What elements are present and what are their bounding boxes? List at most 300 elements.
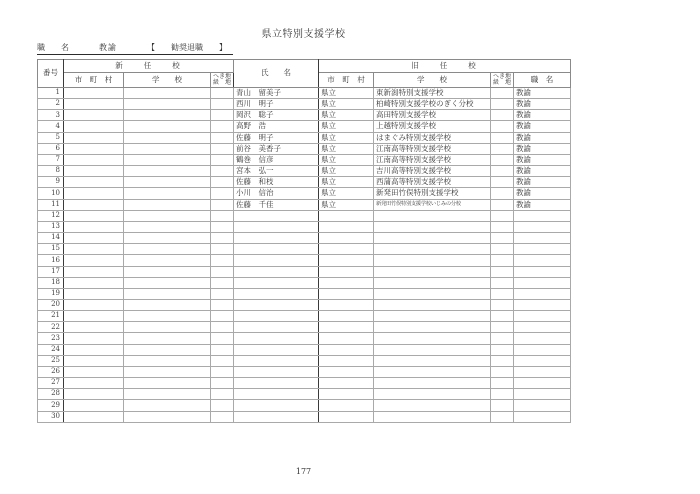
cell-old-job-title: 教諭 — [514, 166, 571, 177]
cell-person-name — [234, 333, 319, 344]
cell-new-school — [124, 143, 211, 154]
cell-old-remote-grade — [491, 333, 514, 344]
remote-grade-line1: へき地 — [493, 72, 512, 80]
cell-old-remote-grade — [491, 99, 514, 110]
cell-old-remote-grade — [491, 244, 514, 255]
cell-old-job-title: 教諭 — [514, 121, 571, 132]
cell-row-number: 16 — [38, 255, 64, 266]
cell-new-city — [64, 132, 124, 143]
cell-old-city — [319, 378, 374, 389]
cell-old-job-title: 教諭 — [514, 199, 571, 210]
table-row — [38, 255, 571, 266]
cell-old-school — [374, 322, 491, 333]
cell-old-remote-grade — [491, 177, 514, 188]
cell-row-number: 24 — [38, 344, 64, 355]
cell-row-number: 19 — [38, 288, 64, 299]
cell-new-remote-grade — [211, 277, 234, 288]
cell-new-school — [124, 311, 211, 322]
cell-old-job-title: 教諭 — [514, 88, 571, 99]
cell-new-city — [64, 88, 124, 99]
cell-old-school — [374, 400, 491, 411]
cell-new-school — [124, 188, 211, 199]
col-header-new-remote-grade — [211, 73, 234, 88]
remote-grade-line2: 級 地 — [213, 79, 232, 86]
cell-old-remote-grade — [491, 277, 514, 288]
cell-row-number: 4 — [38, 121, 64, 132]
cell-old-job-title: 教諭 — [514, 132, 571, 143]
cell-old-city: 県立 — [319, 121, 374, 132]
cell-new-remote-grade — [211, 322, 234, 333]
cell-old-school — [374, 244, 491, 255]
cell-new-school — [124, 166, 211, 177]
table-header — [38, 60, 571, 88]
cell-person-name — [234, 366, 319, 377]
col-header-old-school-group: 旧 任 校 — [319, 60, 571, 73]
cell-old-remote-grade — [491, 266, 514, 277]
cell-new-school — [124, 333, 211, 344]
cell-old-job-title — [514, 244, 571, 255]
cell-old-remote-grade — [491, 288, 514, 299]
cell-old-school: はまぐみ特別支援学校 — [374, 132, 491, 143]
cell-old-remote-grade — [491, 221, 514, 232]
cell-new-school — [124, 88, 211, 99]
remote-grade-line2: 級 地 — [493, 79, 512, 86]
cell-old-school — [374, 411, 491, 422]
cell-new-city — [64, 188, 124, 199]
cell-old-school: 江南高等特別支援学校 — [374, 154, 491, 165]
cell-new-city — [64, 177, 124, 188]
remote-grade-line1: へき地 — [213, 72, 232, 80]
cell-old-job-title — [514, 277, 571, 288]
cell-new-remote-grade — [211, 344, 234, 355]
cell-new-remote-grade — [211, 154, 234, 165]
cell-old-job-title — [514, 233, 571, 244]
cell-new-city — [64, 355, 124, 366]
cell-old-city — [319, 411, 374, 422]
col-header-old-city: 市 町 村 — [319, 73, 374, 88]
cell-new-city — [64, 400, 124, 411]
cell-old-remote-grade — [491, 199, 514, 210]
cell-new-city — [64, 110, 124, 121]
cell-old-job-title — [514, 355, 571, 366]
cell-new-remote-grade — [211, 378, 234, 389]
cell-old-remote-grade — [491, 322, 514, 333]
cell-old-city — [319, 333, 374, 344]
cell-new-city — [64, 221, 124, 232]
cell-old-school: 上越特別支援学校 — [374, 121, 491, 132]
cell-old-job-title — [514, 255, 571, 266]
cell-new-city — [64, 322, 124, 333]
cell-old-city: 県立 — [319, 143, 374, 154]
cell-new-remote-grade — [211, 266, 234, 277]
cell-new-remote-grade — [211, 210, 234, 221]
cell-row-number: 11 — [38, 199, 64, 210]
job-title-value: 教諭 — [99, 43, 117, 52]
cell-old-remote-grade — [491, 121, 514, 132]
table-row — [38, 344, 571, 355]
personnel-table — [37, 59, 571, 423]
table-row — [38, 154, 571, 165]
cell-person-name — [234, 411, 319, 422]
cell-old-job-title — [514, 288, 571, 299]
cell-new-remote-grade — [211, 121, 234, 132]
cell-new-remote-grade — [211, 199, 234, 210]
cell-row-number: 1 — [38, 88, 64, 99]
cell-new-remote-grade — [211, 311, 234, 322]
cell-old-job-title: 教諭 — [514, 154, 571, 165]
col-header-new-school-group: 新 任 校 — [64, 60, 234, 73]
cell-old-city — [319, 288, 374, 299]
cell-old-school — [374, 288, 491, 299]
cell-old-remote-grade — [491, 344, 514, 355]
cell-person-name — [234, 255, 319, 266]
cell-new-school — [124, 99, 211, 110]
cell-old-remote-grade — [491, 110, 514, 121]
cell-old-city — [319, 311, 374, 322]
cell-person-name — [234, 344, 319, 355]
cell-new-remote-grade — [211, 389, 234, 400]
cell-old-city: 県立 — [319, 132, 374, 143]
cell-old-remote-grade — [491, 389, 514, 400]
cell-new-city — [64, 154, 124, 165]
cell-new-city — [64, 288, 124, 299]
table-row — [38, 121, 571, 132]
cell-old-job-title — [514, 322, 571, 333]
cell-row-number: 18 — [38, 277, 64, 288]
cell-old-city: 県立 — [319, 110, 374, 121]
col-header-old-remote-grade — [491, 73, 514, 88]
table-row — [38, 277, 571, 288]
cell-new-school — [124, 400, 211, 411]
cell-row-number: 14 — [38, 233, 64, 244]
cell-new-school — [124, 355, 211, 366]
job-title-line — [37, 43, 233, 55]
col-header-number: 番号 — [38, 60, 64, 88]
cell-row-number: 17 — [38, 266, 64, 277]
cell-old-school: 吉川高等特別支援学校 — [374, 166, 491, 177]
cell-old-job-title — [514, 366, 571, 377]
cell-old-school — [374, 389, 491, 400]
cell-person-name — [234, 244, 319, 255]
cell-old-school — [374, 233, 491, 244]
table-row — [38, 188, 571, 199]
cell-new-city — [64, 99, 124, 110]
cell-row-number: 10 — [38, 188, 64, 199]
table-row — [38, 411, 571, 422]
cell-row-number: 23 — [38, 333, 64, 344]
cell-person-name — [234, 233, 319, 244]
col-header-name: 氏 名 — [234, 60, 319, 88]
cell-new-school — [124, 344, 211, 355]
cell-new-remote-grade — [211, 221, 234, 232]
cell-old-job-title: 教諭 — [514, 99, 571, 110]
cell-new-school — [124, 389, 211, 400]
cell-old-remote-grade — [491, 311, 514, 322]
cell-row-number: 6 — [38, 143, 64, 154]
cell-old-city — [319, 344, 374, 355]
table-row — [38, 288, 571, 299]
table-row — [38, 132, 571, 143]
cell-new-remote-grade — [211, 188, 234, 199]
cell-old-city — [319, 244, 374, 255]
cell-person-name: 宮本 弘一 — [234, 166, 319, 177]
cell-old-remote-grade — [491, 233, 514, 244]
cell-old-city — [319, 210, 374, 221]
cell-old-school: 新発田竹俣特別支援学校 — [374, 188, 491, 199]
table-row — [38, 355, 571, 366]
cell-new-remote-grade — [211, 244, 234, 255]
table-row — [38, 311, 571, 322]
cell-old-school: 新発田竹俣特別支援学校いじみの分校 — [374, 199, 491, 210]
cell-new-city — [64, 311, 124, 322]
table-row — [38, 233, 571, 244]
cell-row-number: 27 — [38, 378, 64, 389]
cell-old-city: 県立 — [319, 166, 374, 177]
cell-new-city — [64, 166, 124, 177]
cell-new-remote-grade — [211, 88, 234, 99]
cell-old-school — [374, 210, 491, 221]
cell-row-number: 9 — [38, 177, 64, 188]
cell-old-job-title — [514, 221, 571, 232]
cell-old-city: 県立 — [319, 88, 374, 99]
cell-old-job-title: 教諭 — [514, 188, 571, 199]
cell-new-school — [124, 199, 211, 210]
cell-person-name: 小川 信治 — [234, 188, 319, 199]
cell-person-name — [234, 355, 319, 366]
table-row — [38, 99, 571, 110]
cell-person-name — [234, 311, 319, 322]
cell-person-name: 佐藤 明子 — [234, 132, 319, 143]
cell-old-school — [374, 221, 491, 232]
cell-old-job-title — [514, 299, 571, 310]
cell-person-name — [234, 378, 319, 389]
cell-old-job-title — [514, 389, 571, 400]
cell-old-school — [374, 277, 491, 288]
cell-old-city: 県立 — [319, 177, 374, 188]
cell-old-city — [319, 266, 374, 277]
cell-old-job-title — [514, 378, 571, 389]
cell-old-remote-grade — [491, 88, 514, 99]
page-title: 県立特別支援学校 — [261, 29, 346, 40]
cell-new-school — [124, 378, 211, 389]
cell-old-city — [319, 221, 374, 232]
cell-new-city — [64, 210, 124, 221]
cell-old-school — [374, 344, 491, 355]
cell-new-school — [124, 244, 211, 255]
cell-new-remote-grade — [211, 411, 234, 422]
cell-old-city: 県立 — [319, 99, 374, 110]
cell-old-school: 東新潟特別支援学校 — [374, 88, 491, 99]
cell-old-city — [319, 322, 374, 333]
cell-row-number: 3 — [38, 110, 64, 121]
cell-new-city — [64, 277, 124, 288]
cell-old-city — [319, 277, 374, 288]
cell-new-remote-grade — [211, 255, 234, 266]
cell-new-city — [64, 266, 124, 277]
table-row — [38, 244, 571, 255]
table-body — [38, 88, 571, 423]
cell-new-city — [64, 143, 124, 154]
retirement-type-bracket: 【 勧奨退職 】 — [147, 43, 227, 52]
cell-old-school — [374, 378, 491, 389]
cell-old-job-title — [514, 210, 571, 221]
cell-row-number: 8 — [38, 166, 64, 177]
cell-row-number: 28 — [38, 389, 64, 400]
cell-new-school — [124, 277, 211, 288]
cell-new-remote-grade — [211, 400, 234, 411]
cell-old-city: 県立 — [319, 154, 374, 165]
cell-old-job-title: 教諭 — [514, 110, 571, 121]
cell-old-city — [319, 299, 374, 310]
table-row — [38, 299, 571, 310]
cell-new-school — [124, 322, 211, 333]
cell-old-city — [319, 233, 374, 244]
cell-old-school — [374, 255, 491, 266]
cell-new-city — [64, 333, 124, 344]
table-row — [38, 177, 571, 188]
cell-person-name: 青山 留美子 — [234, 88, 319, 99]
cell-old-job-title — [514, 400, 571, 411]
cell-row-number: 30 — [38, 411, 64, 422]
cell-old-job-title: 教諭 — [514, 143, 571, 154]
cell-person-name — [234, 210, 319, 221]
cell-person-name: 高野 浩 — [234, 121, 319, 132]
col-header-old-school: 学 校 — [374, 73, 491, 88]
cell-old-remote-grade — [491, 132, 514, 143]
cell-old-remote-grade — [491, 255, 514, 266]
cell-old-remote-grade — [491, 299, 514, 310]
cell-new-school — [124, 411, 211, 422]
table-row — [38, 366, 571, 377]
cell-new-city — [64, 233, 124, 244]
cell-new-remote-grade — [211, 233, 234, 244]
cell-new-remote-grade — [211, 143, 234, 154]
cell-row-number: 20 — [38, 299, 64, 310]
cell-old-job-title — [514, 344, 571, 355]
cell-person-name — [234, 277, 319, 288]
col-header-old-job: 職 名 — [514, 73, 571, 88]
col-header-new-school: 学 校 — [124, 73, 211, 88]
cell-row-number: 22 — [38, 322, 64, 333]
table-row — [38, 199, 571, 210]
cell-new-school — [124, 154, 211, 165]
cell-person-name — [234, 221, 319, 232]
cell-new-remote-grade — [211, 288, 234, 299]
cell-old-school — [374, 311, 491, 322]
cell-new-school — [124, 255, 211, 266]
cell-old-job-title — [514, 311, 571, 322]
cell-new-city — [64, 244, 124, 255]
cell-new-remote-grade — [211, 132, 234, 143]
cell-person-name — [234, 299, 319, 310]
cell-old-city — [319, 355, 374, 366]
cell-row-number: 7 — [38, 154, 64, 165]
cell-new-school — [124, 221, 211, 232]
cell-old-remote-grade — [491, 400, 514, 411]
cell-new-school — [124, 366, 211, 377]
table-row — [38, 166, 571, 177]
cell-old-city — [319, 255, 374, 266]
cell-new-remote-grade — [211, 355, 234, 366]
cell-old-job-title — [514, 266, 571, 277]
table-row — [38, 333, 571, 344]
cell-person-name: 西川 明子 — [234, 99, 319, 110]
cell-row-number: 12 — [38, 210, 64, 221]
cell-old-school — [374, 333, 491, 344]
cell-person-name — [234, 400, 319, 411]
table-row — [38, 400, 571, 411]
table-row — [38, 143, 571, 154]
cell-new-city — [64, 344, 124, 355]
cell-new-remote-grade — [211, 333, 234, 344]
cell-new-remote-grade — [211, 110, 234, 121]
cell-row-number: 13 — [38, 221, 64, 232]
cell-old-remote-grade — [491, 166, 514, 177]
cell-new-school — [124, 299, 211, 310]
cell-person-name: 前谷 美香子 — [234, 143, 319, 154]
cell-old-city: 県立 — [319, 188, 374, 199]
cell-row-number: 26 — [38, 366, 64, 377]
table-row — [38, 88, 571, 99]
cell-new-remote-grade — [211, 166, 234, 177]
cell-new-school — [124, 177, 211, 188]
cell-old-school — [374, 355, 491, 366]
table-row — [38, 266, 571, 277]
cell-old-remote-grade — [491, 366, 514, 377]
cell-old-remote-grade — [491, 411, 514, 422]
cell-new-school — [124, 110, 211, 121]
cell-person-name: 佐藤 千佳 — [234, 199, 319, 210]
cell-old-remote-grade — [491, 154, 514, 165]
cell-row-number: 25 — [38, 355, 64, 366]
cell-new-city — [64, 411, 124, 422]
cell-new-remote-grade — [211, 299, 234, 310]
cell-new-city — [64, 389, 124, 400]
cell-new-school — [124, 266, 211, 277]
cell-new-city — [64, 121, 124, 132]
table-row — [38, 322, 571, 333]
cell-new-school — [124, 210, 211, 221]
cell-new-school — [124, 233, 211, 244]
cell-old-job-title: 教諭 — [514, 177, 571, 188]
cell-old-city — [319, 366, 374, 377]
cell-old-remote-grade — [491, 143, 514, 154]
cell-new-city — [64, 378, 124, 389]
cell-new-city — [64, 199, 124, 210]
cell-old-city: 県立 — [319, 199, 374, 210]
job-title-label: 職 名 — [37, 43, 73, 52]
cell-old-remote-grade — [491, 355, 514, 366]
cell-person-name: 佐藤 和枝 — [234, 177, 319, 188]
cell-new-city — [64, 255, 124, 266]
col-header-new-city: 市 町 村 — [64, 73, 124, 88]
cell-person-name — [234, 266, 319, 277]
table-row — [38, 389, 571, 400]
cell-new-school — [124, 132, 211, 143]
cell-old-city — [319, 400, 374, 411]
cell-person-name — [234, 288, 319, 299]
cell-row-number: 29 — [38, 400, 64, 411]
table-row — [38, 210, 571, 221]
cell-new-city — [64, 299, 124, 310]
cell-old-school: 高田特別支援学校 — [374, 110, 491, 121]
cell-old-school: 西蒲高等特別支援学校 — [374, 177, 491, 188]
cell-old-city — [319, 389, 374, 400]
table-row — [38, 110, 571, 121]
cell-new-remote-grade — [211, 366, 234, 377]
cell-old-school — [374, 366, 491, 377]
cell-row-number: 2 — [38, 99, 64, 110]
